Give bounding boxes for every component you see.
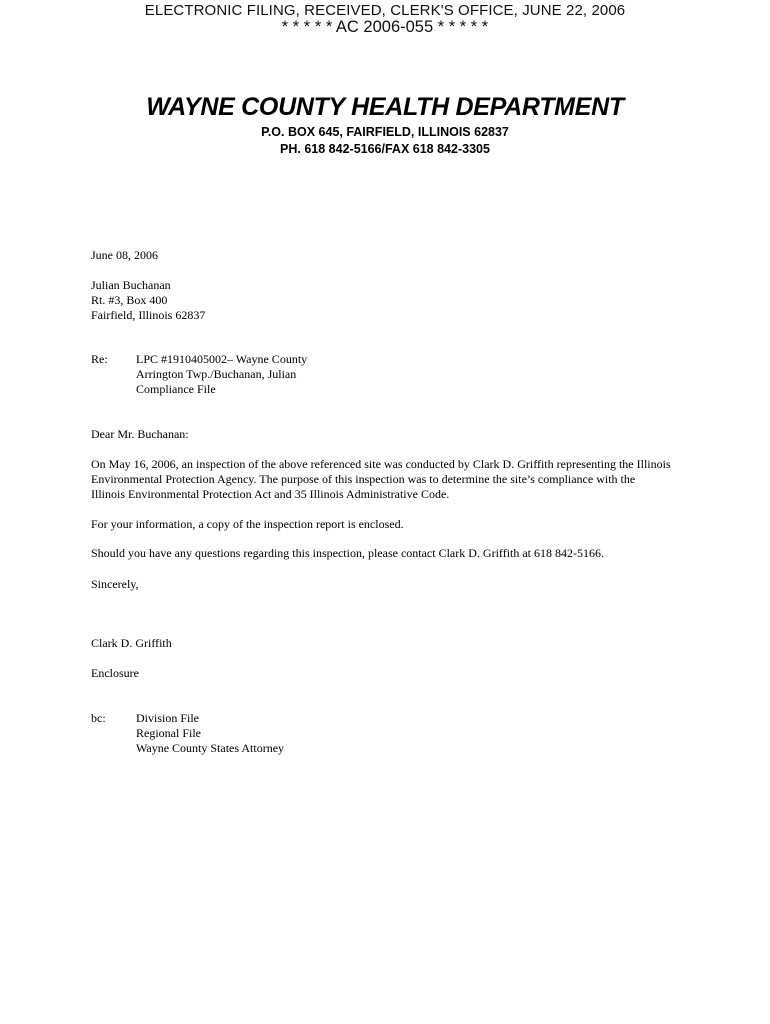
recipient-city: Fairfield, Illinois 62837	[91, 308, 206, 322]
recipient-address	[91, 278, 205, 323]
re-line: Compliance File	[136, 382, 216, 396]
re-line: Arrington Twp./Buchanan, Julian	[136, 367, 297, 381]
closing: Sincerely,	[91, 577, 139, 591]
filing-stamp-line2: * * * * * AC 2006-055 * * * * *	[281, 18, 489, 36]
filing-stamp-line1: ELECTRONIC FILING, RECEIVED, CLERK'S OFFICE, JUNE 22, 2006	[144, 2, 626, 19]
enclosure-note: Enclosure	[91, 666, 139, 680]
letter-date: June 08, 2006	[91, 248, 158, 262]
organization-phone-fax: PH. 618 842-5166/FAX 618 842-3305	[280, 142, 490, 156]
bc-list	[136, 711, 284, 756]
re-line: LPC #1910405002– Wayne County	[136, 352, 308, 366]
salutation: Dear Mr. Buchanan:	[91, 427, 189, 441]
organization-address: P.O. BOX 645, FAIRFIELD, ILLINOIS 62837	[261, 125, 509, 139]
paragraph-inspection: On May 16, 2006, an inspection of the above referenced site was conducted by Clark D. Griffith representing the Illinois Environmental Protection Agency. The purpose of this inspection was to determine the site’s compliance with the Illinois Environmental Protection Act and 35 Illinois Administrative Code.	[91, 457, 671, 501]
paragraph-enclosure-info: For your information, a copy of the inspection report is enclosed.	[91, 517, 404, 531]
re-label: Re:	[91, 352, 108, 366]
bc-item: Wayne County States Attorney	[136, 741, 285, 755]
paragraph-contact: Should you have any questions regarding this inspection, please contact Clark D. Griffith at 618 842-5166.	[91, 546, 605, 560]
signer-name: Clark D. Griffith	[91, 636, 172, 650]
recipient-name: Julian Buchanan	[91, 278, 171, 292]
re-subject	[136, 352, 307, 397]
bc-item: Division File	[136, 711, 200, 725]
bc-item: Regional File	[136, 726, 201, 740]
recipient-street: Rt. #3, Box 400	[91, 293, 168, 307]
bc-label: bc:	[91, 711, 106, 725]
organization-title: WAYNE COUNTY HEALTH DEPARTMENT	[146, 93, 624, 121]
